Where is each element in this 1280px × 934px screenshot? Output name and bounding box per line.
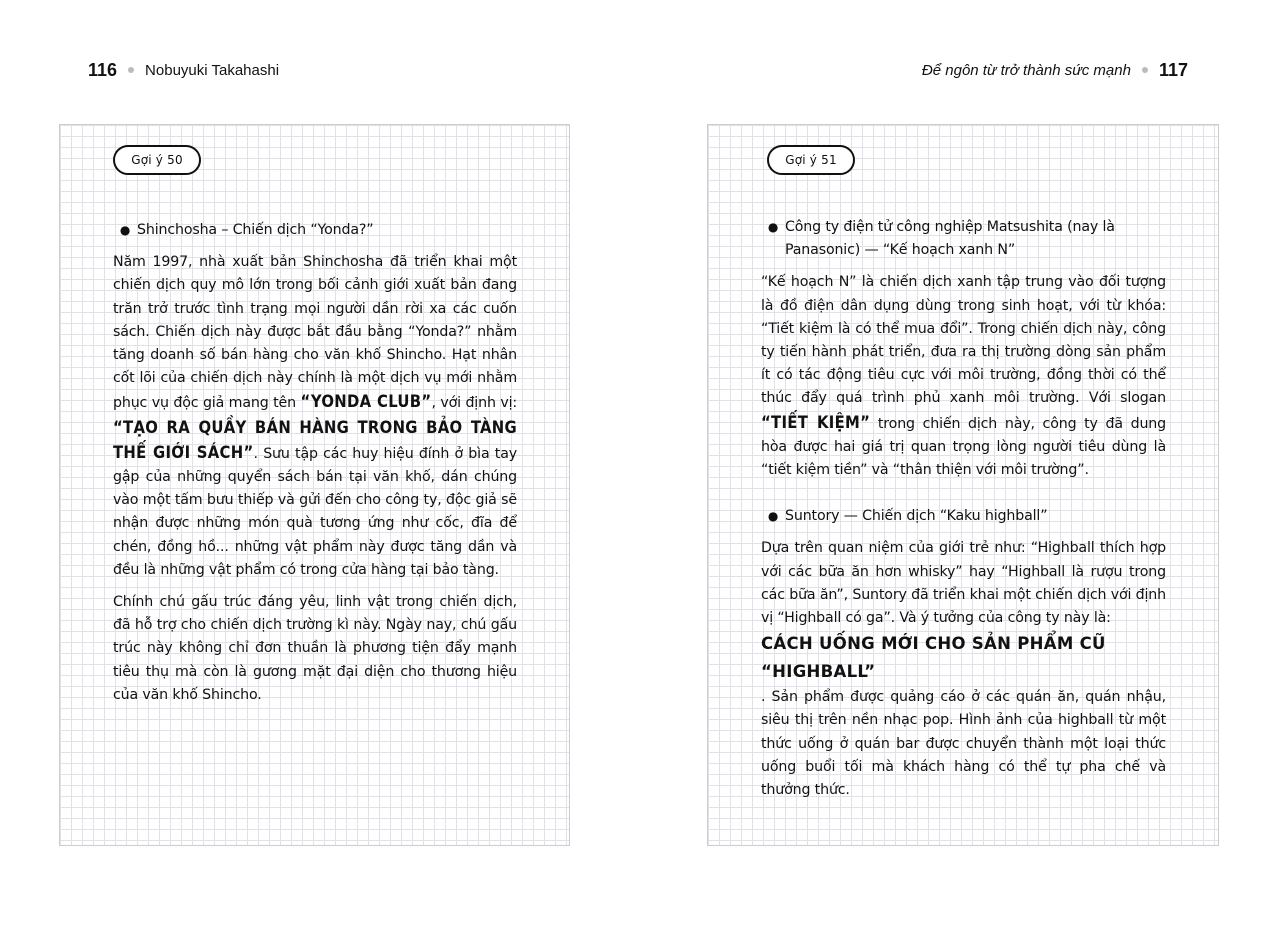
emphasis-text: “TIẾT KIỆM” [761,412,871,432]
paragraph-text: trong chiến dịch này, công ty đã dung hòa được hai giá trị quan trọng lòng người tiêu dùng là “tiết kiệm tiền” và “thân thiện với môi trường”. [761,415,1166,479]
paragraph [113,591,517,707]
paragraph-text: . Sưu tập các huy hiệu đính ở bìa tay gập của những quyển sách bán tại văn khố, dán chúng vào một tấm bưu thiếp và gửi đến cho công ty, độc giả sẽ nhận được những món quà tương ứng như cốc, đĩa để chén, đồng hồ... những vật phẩm này được tăng dần và đều là những vật phẩm có trong cửa hàng tại bảo tàng. [113,445,517,578]
left-page-header [88,58,279,82]
right-page-number: 117 [1158,59,1188,80]
bullet-icon: ● [119,223,131,237]
right-grid-panel [707,124,1219,846]
left-grid-panel [59,124,570,846]
paragraph-text: , với định vị: [431,395,517,412]
paragraph-text: . Sản phẩm được quảng cáo ở các quán ăn, quán nhậu, siêu thị trên nền nhạc pop. Hình ảnh của highball từ một thức uống ở quán bar được chuyển thành một loại thức uống buổi tối mà khách hàng có thể tự pha chế và thưởng thức. [761,689,1166,799]
tip-badge: Gợi ý 51 [767,145,855,175]
emphasis-text: CÁCH UỐNG MỚI CHO SẢN PHẨM CŨ “HIGHBALL” [761,634,1106,682]
left-running-head: Nobuyuki Takahashi [145,61,280,79]
paragraph-text: Dựa trên quan niệm của giới trẻ như: “Highball thích hợp với các bữa ăn hơn whisky” hay “Highball là rượu trong các bữa ăn”, Suntory đã triển khai một chiến dịch với định vị “Highball có ga”. Và ý tưởng của công ty này là: [761,540,1166,627]
paragraph-text: “Kế hoạch N” là chiến dịch xanh tập trung vào đối tượng là đồ điện dân dụng dùng trong sinh hoạt, với từ khóa: “Tiết kiệm là có thể mua đổi”. Trong chiến dịch này, công ty tiến hành phát triển, đưa ra thị trường dòng sản phẩm ít có tác động tiêu cực với môi trường, đồng thời có thể thúc đẩy quá trình phủ xanh môi trường. Với slogan [761,274,1166,407]
left-content [113,219,517,716]
right-page-header [922,58,1188,82]
header-separator-dot [128,67,134,73]
paragraph [113,251,517,582]
list-item [761,216,1166,262]
paragraph [761,537,1166,802]
right-content [761,216,1166,811]
paragraph [761,271,1166,482]
section-gap [761,491,1166,505]
right-running-head: Để ngôn từ trở thành sức mạnh [921,61,1131,79]
bullet-text: Shinchosha – Chiến dịch “Yonda?” [137,222,374,238]
header-separator-dot [1142,67,1148,73]
emphasis-text: “YONDA CLUB” [300,392,432,412]
tip-badge: Gợi ý 50 [113,145,201,175]
bullet-icon: ● [767,220,779,234]
left-page-number: 116 [88,59,118,80]
bullet-icon: ● [767,509,779,524]
paragraph-text: Chính chú gấu trúc đáng yêu, linh vật trong chiến dịch, đã hỗ trợ cho chiến dịch trường kì này. Ngày nay, chú gấu trúc này không chỉ đơn thuần là phương tiện đẩy mạnh tiêu thụ mà còn là gương mặt đại diện cho thương hiệu của văn khố Shincho. [113,594,517,703]
emphasis-text: “TẠO RA QUẦY BÁN HÀNG TRONG BẢO TÀNG THẾ GIỚI SÁCH” [113,417,517,462]
list-item [113,219,517,242]
paragraph-text: Năm 1997, nhà xuất bản Shinchosha đã triển khai một chiến dịch quy mô lớn trong bối cảnh giới xuất bản đang trăn trở trước tình trạng mọi người dần rời xa các cuốn sách. Chiến dịch này được bắt đầu bằng “Yonda?” nhằm tăng doanh số bán hàng cho văn khố Shincho. Hạt nhân cốt lõi của chiến dịch này chính là một dịch vụ mới nhằm phục vụ độc giả mang tên [113,254,517,412]
bullet-text: Công ty điện tử công nghiệp Matsushita (nay là Panasonic) — “Kế hoạch xanh N” [785,219,1115,259]
bullet-text: Suntory — Chiến dịch “Kaku highball” [785,508,1048,525]
list-item [761,505,1166,528]
